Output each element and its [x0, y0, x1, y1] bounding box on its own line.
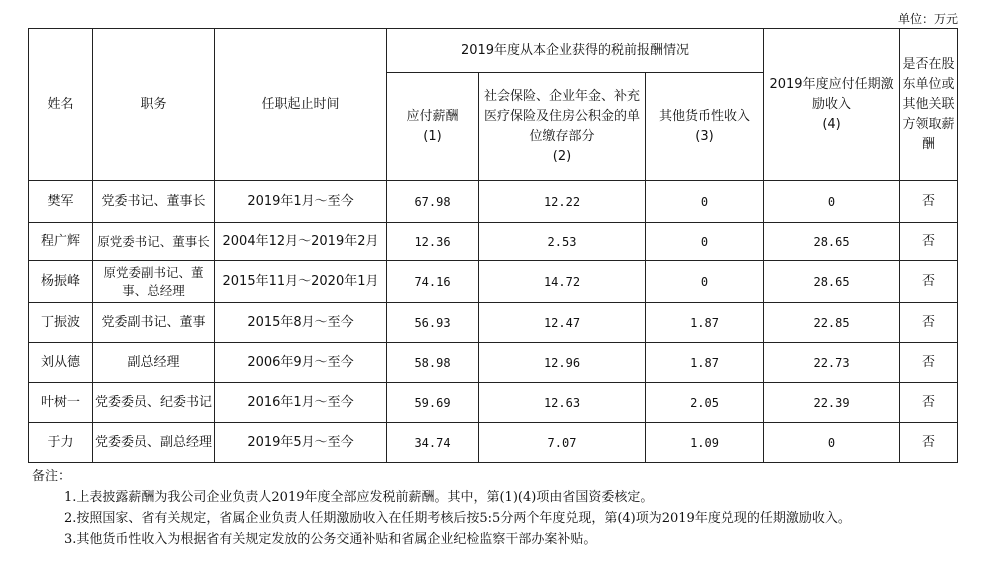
table-row — [29, 423, 958, 463]
cell-shareholder: 否 — [900, 303, 958, 343]
cell-salary: 59.69 — [387, 383, 479, 423]
cell-social: 14.72 — [479, 261, 646, 303]
cell-salary: 56.93 — [387, 303, 479, 343]
cell-position: 党委书记、董事长 — [93, 181, 215, 223]
cell-name: 杨振峰 — [29, 261, 93, 303]
note-item: 1.上表披露薪酬为我公司企业负责人2019年度全部应发税前薪酬。其中，第(1)(4)项由省国资委核定。 — [64, 490, 654, 505]
cell-name: 程广辉 — [29, 223, 93, 261]
header-salary: 应付薪酬 (1) — [387, 73, 479, 181]
table-row — [29, 223, 958, 261]
header-social: 社会保险、企业年金、补充医疗保险及住房公积金的单位缴存部分 (2) — [479, 73, 646, 181]
notes-section — [32, 466, 972, 550]
unit-label: 单位：万元 — [897, 12, 958, 26]
note-item: 2.按照国家、省有关规定，省属企业负责人任期激励收入在任期考核后按5:5分两个年度兑现，第(4)项为2019年度兑现的任期激励收入。 — [64, 511, 851, 526]
cell-incentive: 0 — [764, 423, 900, 463]
note-item: 3.其他货币性收入为根据省有关规定发放的公务交通补贴和省属企业纪检监察干部办案补贴。 — [64, 532, 597, 547]
compensation-table — [28, 28, 958, 463]
cell-salary: 67.98 — [387, 181, 479, 223]
cell-social: 7.07 — [479, 423, 646, 463]
cell-incentive: 0 — [764, 181, 900, 223]
cell-term: 2019年1月～至今 — [215, 181, 387, 223]
cell-name: 丁振波 — [29, 303, 93, 343]
cell-position: 党委副书记、董事 — [93, 303, 215, 343]
cell-term: 2004年12月～2019年2月 — [215, 223, 387, 261]
cell-other: 0 — [646, 223, 764, 261]
cell-other: 0 — [646, 181, 764, 223]
cell-shareholder: 否 — [900, 223, 958, 261]
cell-other: 2.05 — [646, 383, 764, 423]
cell-salary: 34.74 — [387, 423, 479, 463]
cell-name: 于力 — [29, 423, 93, 463]
cell-incentive: 22.73 — [764, 343, 900, 383]
table-row — [29, 181, 958, 223]
header-other: 其他货币性收入 (3) — [646, 73, 764, 181]
cell-name: 樊军 — [29, 181, 93, 223]
notes-title: 备注： — [32, 469, 72, 484]
table-row — [29, 383, 958, 423]
cell-position: 原党委副书记、董事、总经理 — [93, 261, 215, 303]
table-row — [29, 343, 958, 383]
table-row — [29, 303, 958, 343]
cell-shareholder: 否 — [900, 383, 958, 423]
cell-term: 2016年1月～至今 — [215, 383, 387, 423]
cell-name: 刘从德 — [29, 343, 93, 383]
header-name: 姓名 — [29, 29, 93, 181]
cell-position: 党委委员、纪委书记 — [93, 383, 215, 423]
cell-shareholder: 否 — [900, 423, 958, 463]
cell-incentive: 28.65 — [764, 261, 900, 303]
cell-social: 12.22 — [479, 181, 646, 223]
header-shareholder: 是否在股东单位或其他关联方领取薪酬 — [900, 29, 958, 181]
cell-shareholder: 否 — [900, 181, 958, 223]
cell-social: 12.63 — [479, 383, 646, 423]
cell-term: 2019年5月～至今 — [215, 423, 387, 463]
cell-term: 2015年8月～至今 — [215, 303, 387, 343]
cell-salary: 58.98 — [387, 343, 479, 383]
cell-position: 副总经理 — [93, 343, 215, 383]
cell-salary: 12.36 — [387, 223, 479, 261]
cell-shareholder: 否 — [900, 343, 958, 383]
cell-other: 1.87 — [646, 343, 764, 383]
cell-other: 1.87 — [646, 303, 764, 343]
cell-position: 党委委员、副总经理 — [93, 423, 215, 463]
header-incentive: 2019年度应付任期激励收入 (4) — [764, 29, 900, 181]
cell-incentive: 22.85 — [764, 303, 900, 343]
cell-incentive: 22.39 — [764, 383, 900, 423]
cell-social: 12.47 — [479, 303, 646, 343]
header-group-title: 2019年度从本企业获得的税前报酬情况 — [387, 29, 764, 73]
table-row — [29, 261, 958, 303]
cell-salary: 74.16 — [387, 261, 479, 303]
header-position: 职务 — [93, 29, 215, 181]
cell-incentive: 28.65 — [764, 223, 900, 261]
cell-term: 2006年9月～至今 — [215, 343, 387, 383]
header-term: 任职起止时间 — [215, 29, 387, 181]
cell-position: 原党委书记、董事长 — [93, 223, 215, 261]
cell-social: 12.96 — [479, 343, 646, 383]
cell-social: 2.53 — [479, 223, 646, 261]
cell-other: 0 — [646, 261, 764, 303]
table-header — [29, 29, 958, 181]
cell-shareholder: 否 — [900, 261, 958, 303]
cell-term: 2015年11月～2020年1月 — [215, 261, 387, 303]
cell-name: 叶树一 — [29, 383, 93, 423]
cell-other: 1.09 — [646, 423, 764, 463]
